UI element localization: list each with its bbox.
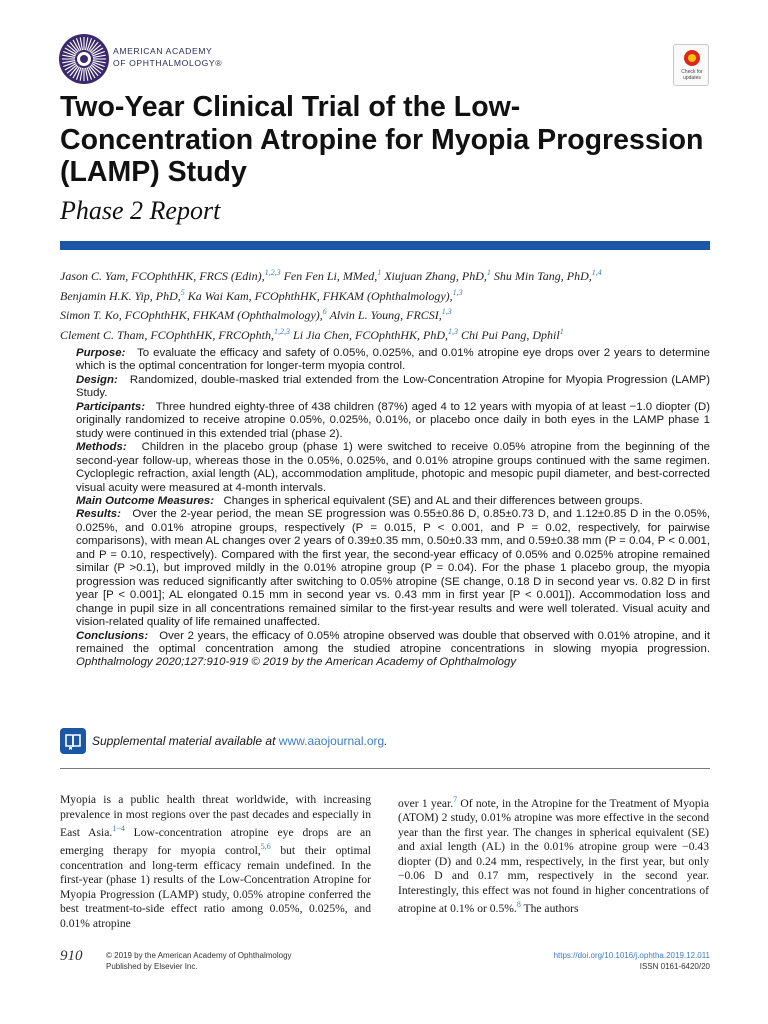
design-text: Randomized, double-masked trial extended from the Low-Concentration Atropine for Myopia Progression (LAMP) Study. [76,373,710,400]
author-name: Alvin L. Young, FRCSI, [326,308,442,322]
affiliation-marker[interactable]: 1,4 [591,268,602,277]
publisher-line: Published by Elsevier Inc. [106,962,198,971]
purpose-label: Purpose: [76,347,126,359]
author-name: Chi Pui Pang, Dphil [458,327,560,342]
body-text: Low-concentration atropine eye drops are an emerging therapy for myopia control, [60,825,371,858]
affiliation-marker[interactable]: 1,3 [441,307,452,316]
citation-ref[interactable]: 7 [453,795,458,804]
book-icon [60,728,86,754]
section-divider [60,768,710,769]
abstract-results [60,508,710,629]
author-name: Shu Min Tang, PhD, [490,269,592,283]
author-name: Fen Fen Li, MMed, [280,269,378,283]
supplemental-text: Supplemental material available at [92,734,279,748]
body-text: Of note, in the Atropine for the Treatment of Myopia (ATOM) 2 study, 0.01% atropine was more effective in the second year than the first year. The changes in spherical equivalent (SE) and axial length (AL) in the 0.01% atropine group were −0.43 diopter (D) and 0.24 mm, respectively, in the first year, but only −0.06 D and 0.17 mm, respectively in the second year. Interestingly, this effect was not found in higher concentrations of atropine at 0.1% or 0.5%. [398,796,709,916]
supplemental-tail: . [384,734,388,748]
crossmark-icon [684,50,700,66]
issn-line: ISSN 0161-6420/20 [639,962,710,971]
methods-text: Children in the placebo group (phase 1) were switched to receive 0.05% atropine from the beginning of the second-year follow-up, whereas those in the 0.05%, 0.025%, and 0.01% atropine groups continued with the same regimen. Cycloplegic refraction, axial length (AL), accommodation amplitude, photopic and mesopic pupil diameter, and best-corrected visual acuity were measured at 4-month intervals. [76,441,711,494]
citation-ref[interactable]: 8 [516,900,521,910]
aao-logo-icon [58,33,110,85]
check-badge-label: Check for updates [681,69,703,81]
conclusions-text: Over 2 years, the efficacy of 0.05% atropine observed was double that observed with 0.01% atropine, and it remained the optimal concentration among the studied atropine concentrations in slowing myopia progression. [76,629,710,655]
author-line [60,265,720,285]
citation-ref[interactable]: 5,6 [260,842,271,852]
body-text: over 1 year. [398,796,454,810]
methods-label: Methods: [76,441,127,454]
abstract [60,347,710,670]
author-name: Clement C. Tham, FCOphthHK, FRCOphth, [60,327,275,342]
affiliation-marker[interactable]: 1,3 [448,326,459,336]
body-text: but their optimal concentration and long-term efficacy remain undefined. In the first-year (phase 1) results of the Low-Concentration Atropine for Myopia Progression (LAMP) study, 0.05% atropine conferred the best treatment-to-side effect ratio among 0.05%, 0.025%, and 0.01% atropine [60,844,371,930]
author-name: Ka Wai Kam, FCOphthHK, FHKAM (Ophthalmology), [184,288,453,303]
body-text: The authors [520,902,579,916]
author-name: Jason C. Yam, FCOphthHK, FRCS (Edin), [60,269,265,283]
copyright-line: © 2019 by the American Academy of Ophthalmology [106,951,292,960]
abstract-citation: Ophthalmology 2020;127:910-919 © 2019 by the American Academy of Ophthalmology [76,656,517,669]
conclusions-label: Conclusions: [76,629,149,642]
org-line-1: AMERICAN ACADEMY [113,46,213,56]
abstract-purpose [60,347,710,374]
results-label: Results: [76,508,121,521]
body-column-left [60,793,371,931]
abstract-participants [60,401,710,441]
design-label: Design: [76,373,118,386]
affiliation-marker[interactable]: 1,2,3 [264,268,281,277]
outcome-text: Changes in spherical equivalent (SE) and AL and their differences between groups. [223,494,643,507]
participants-label: Participants: [76,400,145,413]
affiliation-marker[interactable]: 1 [377,268,382,277]
abstract-methods [60,441,710,495]
supplemental-note [92,734,388,748]
article-subtitle: Phase 2 Report [60,196,221,225]
journal-link[interactable]: www.aaojournal.org [278,734,385,748]
footer-copyright [106,950,292,972]
page-number: 910 [60,948,83,964]
author-name: Benjamin H.K. Yip, PhD, [60,288,181,303]
article-title: Two-Year Clinical Trial of the Low-Concentration Atropine for Myopia Progression (LAMP) Study [60,91,704,188]
org-name [113,45,222,69]
participants-text: Three hundred eighty-three of 438 children (87%) aged 4 to 12 years with myopia of at least −1.0 diopter (D) originally randomized to receive atropine 0.05%, 0.025%, 0.01%, or placebo once daily in both eyes in the LAMP phase 1 study were continued in this extended trial (phase 2). [76,400,710,440]
affiliation-marker[interactable]: 1 [486,268,491,277]
author-name: Xiujuan Zhang, PhD, [381,269,487,283]
body-column-right [398,793,709,917]
purpose-text: To evaluate the efficacy and safety of 0.05%, 0.025%, and 0.01% atropine eye drops over 2 years to determine which is the optimal concentration for longer-term myopia control. [76,347,711,373]
body-text: Myopia is a public health threat worldwide, with increasing prevalence in most regions over the past decades and especially in East Asia. [60,793,371,839]
author-list [60,265,720,343]
title-divider [60,241,710,250]
results-text: Over the 2-year period, the mean SE progression was 0.55±0.86 D, 0.85±0.73 D, and 1.12±0.85 D in the 0.05%, 0.025%, and 0.01% atropine groups, respectively (P = 0.015, P < 0.001, and P = 0.02, respectively, for pairwise comparisons), with mean AL changes over 2 years of 0.39±0.35 mm, 0.50±0.33 mm, and 0.59±0.38 mm (P = 0.04, P < 0.001, and P = 0.10, respectively). Compared with the first year, the second-year efficacy of 0.05% and 0.025% atropine remained similar (P >0.1), but improved mildly in the 0.01% atropine group (P = 0.04). For the phase 1 placebo group, the myopia progression was reduced significantly after switching to 0.05% atropine (SE change, 0.18 D in second year vs. 0.82 D in first year [P < 0.001]; AL elongated 0.15 mm in second year vs. 0.43 mm in first year [P < 0.001]). Accommodation loss and change in pupil size in all concentrations remained similar to the first-year results and were well tolerated. Visual acuity and vision-related quality of life remained unaffected. [76,508,710,629]
author-name: Li Jia Chen, FCOphthHK, PhD, [290,327,449,342]
abstract-design [60,374,710,401]
author-line [60,304,720,324]
author-line [60,324,720,344]
citation-ref[interactable]: 1−4 [112,824,125,833]
abstract-conclusions [60,630,710,670]
affiliation-marker[interactable]: 1,3 [452,287,463,297]
check-for-updates-button[interactable] [673,44,709,86]
author-line [60,285,720,305]
affiliation-marker[interactable]: 1 [559,326,564,336]
affiliation-marker[interactable]: 1,2,3 [274,326,291,336]
affiliation-marker[interactable]: 5 [180,287,185,297]
affiliation-marker[interactable]: 6 [322,307,327,316]
footer-doi [500,950,710,972]
outcome-label: Main Outcome Measures: [76,494,214,507]
author-name: Simon T. Ko, FCOphthHK, FHKAM (Ophthalmology), [60,308,323,322]
abstract-outcome [60,495,710,508]
org-line-2: OF OPHTHALMOLOGY® [113,58,223,68]
doi-link[interactable]: https://doi.org/10.1016/j.ophtha.2019.12.011 [553,951,710,960]
